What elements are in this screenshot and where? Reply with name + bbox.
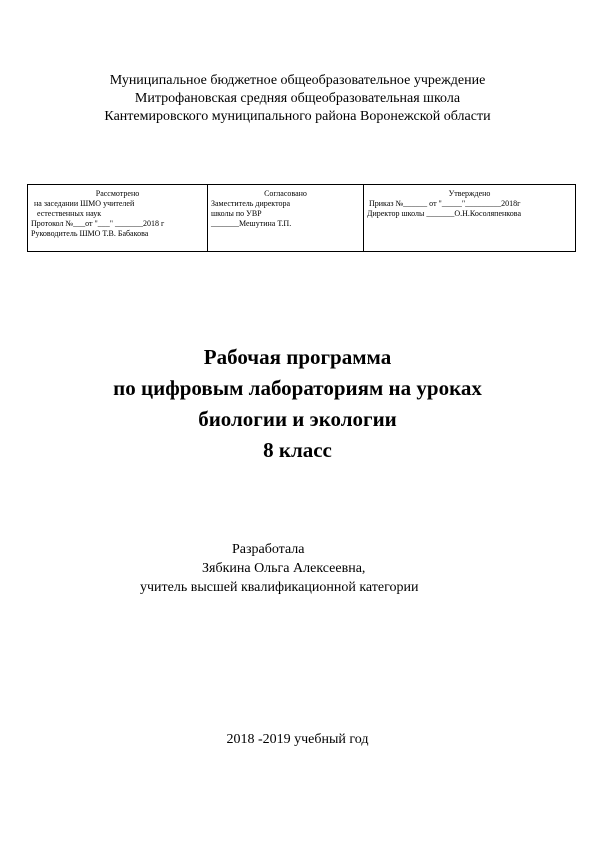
considered-line: Протокол №___от "___" _______2018 г — [31, 219, 165, 228]
approved-line: Директор школы _______О.Н.Косоляпенкова — [367, 209, 521, 218]
school-district: Кантемировского муниципального района Воронежской области — [104, 109, 491, 124]
school-type: Муниципальное бюджетное общеобразовательное учреждение — [109, 73, 486, 88]
program-title-line: Рабочая программа — [203, 345, 392, 369]
considered-line: естественных наук — [37, 209, 102, 218]
agreed-title: Согласовано — [264, 189, 307, 198]
considered-line: на заседании ШМО учителей — [34, 199, 135, 208]
approved-cell — [364, 185, 576, 252]
approved-line: Приказ №______ от "_____"_________2018г — [369, 199, 521, 208]
author-name: Зябкина Ольга Алексеевна, — [202, 561, 366, 576]
considered-title: Рассмотрено — [95, 189, 140, 198]
program-grade: 8 класс — [263, 438, 332, 462]
considered-line: Руководитель ШМО Т.В. Бабакова — [31, 229, 149, 238]
author-label: Разработала — [232, 542, 305, 557]
approval-table — [27, 184, 576, 252]
program-title-line: биологии и экологии — [198, 407, 397, 431]
academic-year: 2018 -2019 учебный год — [226, 732, 369, 747]
agreed-line: Заместитель директора — [211, 199, 291, 208]
considered-cell — [28, 185, 208, 252]
school-name: Митрофановская средняя общеобразовательная школа — [134, 91, 461, 106]
agreed-line: _______Мешутина Т.П. — [211, 219, 292, 228]
approved-title: Утверждено — [448, 189, 491, 198]
agreed-line: школы по УВР — [211, 209, 262, 218]
program-title — [0, 342, 595, 466]
school-header — [0, 72, 595, 126]
agreed-cell — [208, 185, 364, 252]
program-title-line: по цифровым лабораториям на уроках — [113, 376, 482, 400]
author-position: учитель высшей квалификационной категории — [140, 580, 419, 595]
